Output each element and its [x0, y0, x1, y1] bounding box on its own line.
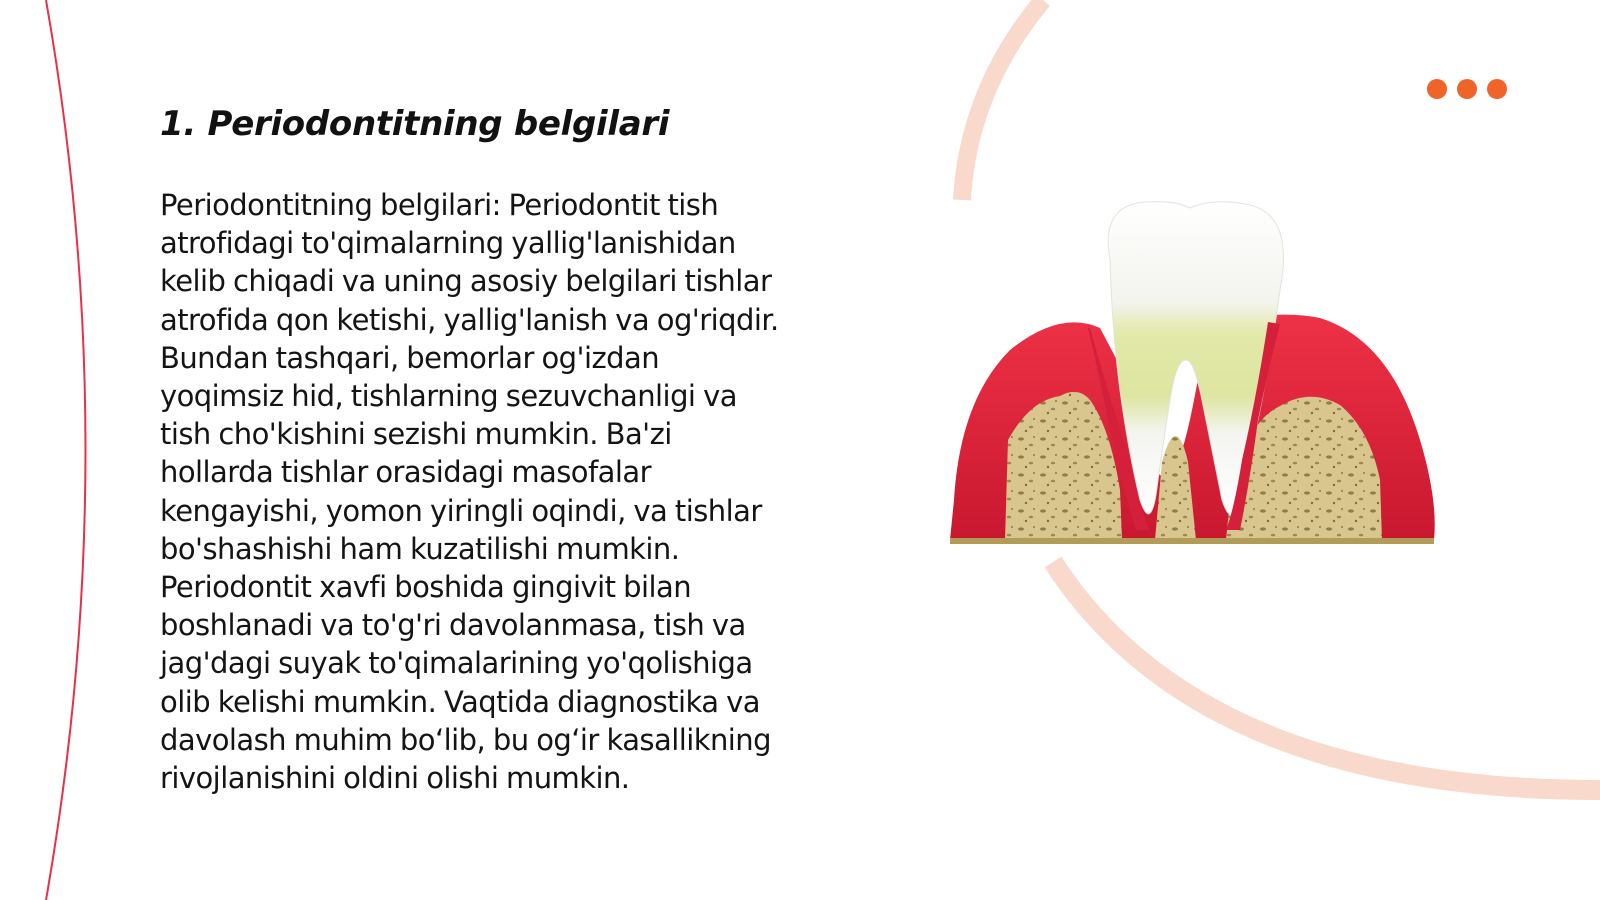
- dot-icon: [1457, 79, 1477, 99]
- decorative-arc-top: [962, 0, 1043, 200]
- body-line: kelib chiqadi va uning asosiy belgilari tishlar: [160, 264, 772, 299]
- body-line: olib kelishi mumkin. Vaqtida diagnostika va: [160, 684, 760, 719]
- base-edge: [950, 538, 1434, 544]
- body-line: tish cho'kishini sezishi mumkin. Ba'zi: [160, 417, 672, 452]
- body-line: davolash muhim bo‘lib, bu og‘ir kasallikning: [160, 722, 771, 757]
- body-line: rivojlanishini oldini olishi mumkin.: [160, 761, 630, 796]
- body-line: Bundan tashqari, bemorlar og'izdan: [160, 340, 660, 375]
- left-accent-line: [46, 0, 86, 900]
- three-dots-icon: [1427, 79, 1507, 99]
- body-line: jag'dagi suyak to'qimalarining yo'qolishiga: [160, 646, 753, 681]
- body-line: boshlanadi va to'g'ri davolanmasa, tish va: [160, 608, 746, 643]
- body-line: Periodontit xavfi boshida gingivit bilan: [160, 570, 692, 605]
- decorative-arc-bottom: [1053, 562, 1600, 790]
- dot-icon: [1487, 79, 1507, 99]
- body-line: atrofidagi to'qimalarning yallig'lanishidan: [160, 226, 736, 261]
- body-line: Periodontitning belgilari: Periodontit tish: [160, 188, 719, 222]
- slide-title: 1. Periodontitning belgilari: [160, 104, 670, 144]
- dot-icon: [1427, 79, 1447, 99]
- body-line: atrofida qon ketishi, yallig'lanish va og'riqdir.: [160, 302, 779, 337]
- body-line: hollarda tishlar orasidagi masofalar: [160, 455, 651, 490]
- body-line: bo'shashishi ham kuzatilishi mumkin.: [160, 531, 680, 566]
- body-line: yoqimsiz hid, tishlarning sezuvchanligi va: [160, 379, 737, 414]
- slide-body-text: [160, 186, 840, 797]
- tooth-periodontitis-illustration: [950, 200, 1446, 560]
- body-line: kengayishi, yomon yiringli oqindi, va tishlar: [160, 493, 762, 528]
